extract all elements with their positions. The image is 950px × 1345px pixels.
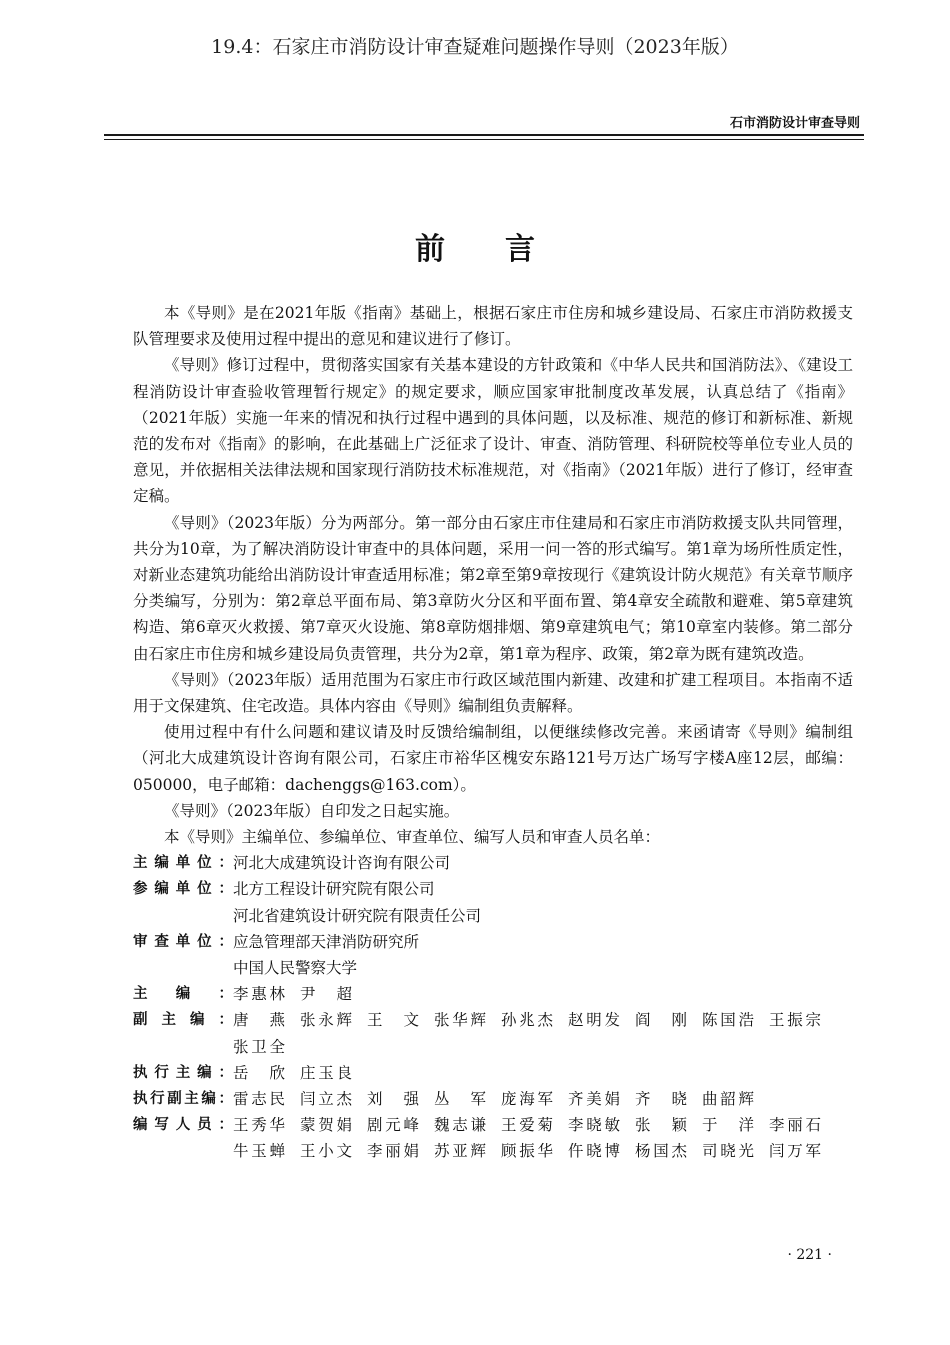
credit-row-writers xyxy=(133,1112,853,1138)
name-list xyxy=(233,1086,853,1112)
credit-label: 审查单位： xyxy=(133,933,233,950)
credit-row-executive-deputy-chief-editors xyxy=(133,1086,853,1112)
person-name: 李晓敏 xyxy=(568,1116,620,1135)
credit-value: 河北省建筑设计研究院有限责任公司 xyxy=(233,906,482,925)
credit-value: 中国人民警察大学 xyxy=(233,959,358,978)
person-name: 张卫全 xyxy=(233,1037,285,1056)
credit-label: 执行主编： xyxy=(133,1064,233,1081)
person-name: 司晓光 xyxy=(702,1142,754,1161)
person-name: 牛玉蝉 xyxy=(233,1142,285,1161)
credit-row-participating-units xyxy=(133,876,853,902)
person-name: 齐美娟 xyxy=(568,1089,620,1108)
running-header: 石市消防设计审查导则 xyxy=(729,116,860,131)
person-name: 丛军 xyxy=(434,1089,486,1108)
credit-value: 应急管理部天津消防研究所 xyxy=(233,932,420,951)
preface-body xyxy=(133,300,853,1165)
credit-row-deputy-chief-editors-cont xyxy=(133,1034,853,1060)
name-list xyxy=(233,981,853,1007)
person-name: 苏亚辉 xyxy=(434,1142,486,1161)
credit-row-executive-chief-editors xyxy=(133,1060,853,1086)
paragraph: 本《导则》主编单位、参编单位、审查单位、编写人员和审查人员名单： xyxy=(164,828,661,847)
name-list xyxy=(233,1112,853,1138)
credit-value: 北方工程设计研究院有限公司 xyxy=(233,880,435,899)
person-name: 剧元峰 xyxy=(367,1116,419,1135)
person-name: 王振宗 xyxy=(769,1011,821,1030)
person-name: 唐燕 xyxy=(233,1011,285,1030)
person-name: 陈国浩 xyxy=(702,1011,754,1030)
person-name: 尹超 xyxy=(300,985,352,1004)
header-rule-thick xyxy=(104,134,864,136)
header-rule-thin xyxy=(104,139,864,140)
paragraph: 使用过程中有什么问题和建议请及时反馈给编制组，以便继续修改完善。来函请寄《导则》编制组（河北大成建筑设计咨询有限公司，石家庄市裕华区槐安东路121号万达广场写字楼A座12层，邮编：050000，电子邮箱：dachenggs@163.com）。 xyxy=(133,723,853,794)
person-name: 李丽娟 xyxy=(367,1142,419,1161)
preface-heading: 前言 xyxy=(415,232,595,267)
paragraph: 本《导则》是在2021年版《指南》基础上，根据石家庄市住房和城乡建设局、石家庄市消防救援支队管理要求及使用过程中提出的意见和建议进行了修订。 xyxy=(133,304,853,349)
person-name: 王文 xyxy=(367,1011,419,1030)
name-list xyxy=(233,1034,853,1060)
name-list xyxy=(233,1060,853,1086)
person-name: 张颖 xyxy=(635,1116,687,1135)
credit-row-chief-editors xyxy=(133,981,853,1007)
person-name: 岳欣 xyxy=(233,1063,285,1082)
person-name: 闫万军 xyxy=(769,1142,821,1161)
person-name: 魏志谦 xyxy=(434,1116,486,1135)
person-name: 庄玉良 xyxy=(300,1063,352,1082)
document-title: 19.4：石家庄市消防设计审查疑难问题操作导则（2023年版） xyxy=(211,36,739,58)
person-name: 杨国杰 xyxy=(635,1142,687,1161)
person-name: 仵晓博 xyxy=(568,1142,620,1161)
person-name: 张华辉 xyxy=(434,1011,486,1030)
credit-label: 主编单位： xyxy=(133,855,233,872)
credit-row-deputy-chief-editors xyxy=(133,1007,853,1033)
credit-label: 执行副主编： xyxy=(133,1090,233,1107)
credit-row-review-units-cont xyxy=(133,955,853,981)
credits-list xyxy=(133,850,853,1164)
paragraph: 《导则》（2023年版）自印发之日起实施。 xyxy=(164,801,460,820)
credit-row-writers-cont xyxy=(133,1138,853,1164)
credit-value: 河北大成建筑设计咨询有限公司 xyxy=(233,854,451,873)
name-list xyxy=(233,1138,853,1164)
person-name: 李惠林 xyxy=(233,985,285,1004)
person-name: 阎刚 xyxy=(635,1011,687,1030)
person-name: 顾振华 xyxy=(501,1142,553,1161)
paragraph: 《导则》（2023年版）分为两部分。第一部分由石家庄市住建局和石家庄市消防救援支队共同管理，共分为10章，为了解决消防设计审查中的具体问题，采用一问一答的形式编写。第1章为场所性质定性，对新业态建筑功能给出消防设计审查适用标准；第2章至第9章按现行《建筑设计防火规范》有关章节顺序分类编写，分别为：第2章总平面布局、第3章防火分区和平面布置、第4章安全疏散和避难、第5章建筑构造、第6章灭火救援、第7章灭火设施、第8章防烟排烟、第9章建筑电气；第10章室内装修。第二部分由石家庄市住房和城乡建设局负责管理，共分为2章，第1章为程序、政策，第2章为既有建筑改造。 xyxy=(133,513,853,663)
person-name: 李丽石 xyxy=(769,1116,821,1135)
credit-label: 参编单位： xyxy=(133,881,233,898)
person-name: 庞海军 xyxy=(501,1089,553,1108)
person-name: 蒙贺娟 xyxy=(300,1116,352,1135)
credit-label: 副主编： xyxy=(133,1012,233,1029)
credit-label: 主编： xyxy=(133,986,233,1003)
credit-row-review-units xyxy=(133,929,853,955)
person-name: 张永辉 xyxy=(300,1011,352,1030)
person-name: 闫立杰 xyxy=(300,1089,352,1108)
paragraph: 《导则》（2023年版）适用范围为石家庄市行政区域范围内新建、改建和扩建工程项目。本指南不适用于文保建筑、住宅改造。具体内容由《导则》编制组负责解释。 xyxy=(133,670,853,716)
person-name: 赵明发 xyxy=(568,1011,620,1030)
person-name: 曲韶辉 xyxy=(702,1089,754,1108)
person-name: 齐晓 xyxy=(635,1089,687,1108)
person-name: 王小文 xyxy=(300,1142,352,1161)
person-name: 孙兆杰 xyxy=(501,1011,553,1030)
name-list xyxy=(233,1007,853,1033)
credit-row-chief-unit xyxy=(133,850,853,876)
paragraph: 《导则》修订过程中，贯彻落实国家有关基本建设的方针政策和《中华人民共和国消防法》、《建设工程消防设计审查验收管理暂行规定》的规定要求，顺应国家审批制度改革发展，认真总结了《指南》（2021年版）实施一年来的情况和执行过程中遇到的具体问题，以及标准、规范的修订和新标准、新规范的发布对《指南》的影响，在此基础上广泛征求了设计、审查、消防管理、科研院校等单位专业人员的意见，并依据相关法律法规和国家现行消防技术标准规范，对《指南》（2021年版）进行了修订，经审查定稿。 xyxy=(133,356,853,506)
credit-label: 编写人员： xyxy=(133,1117,233,1134)
person-name: 刘强 xyxy=(367,1089,419,1108)
person-name: 王爱菊 xyxy=(501,1116,553,1135)
page-number: · 221 · xyxy=(787,1247,832,1263)
person-name: 于洋 xyxy=(702,1116,754,1135)
person-name: 王秀华 xyxy=(233,1116,285,1135)
credit-row-participating-units-cont xyxy=(133,903,853,929)
person-name: 雷志民 xyxy=(233,1089,285,1108)
